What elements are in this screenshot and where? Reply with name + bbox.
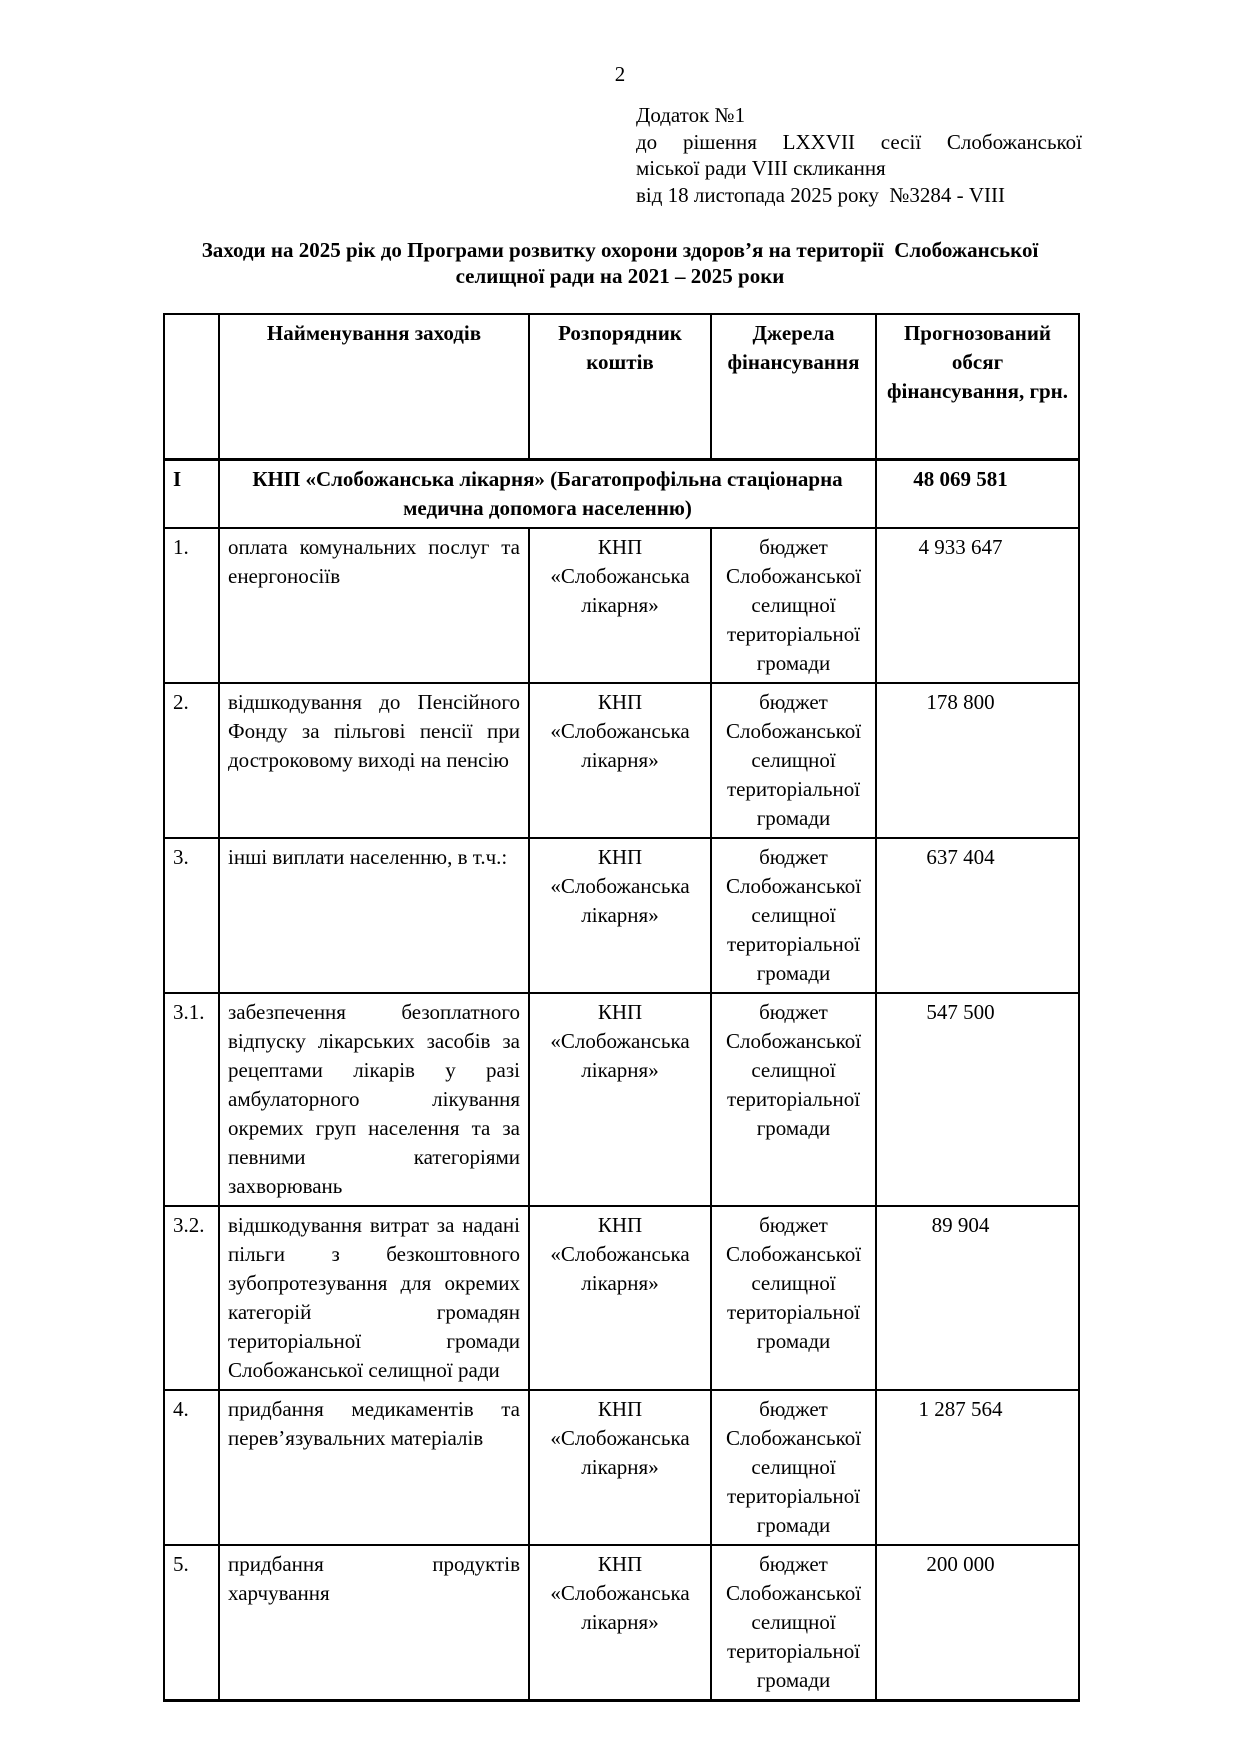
table-row: [164, 1206, 1079, 1390]
amount-cell: 637 404: [876, 838, 1079, 993]
col-name-header: Найменування заходів: [219, 314, 529, 459]
amount-cell: 200 000: [876, 1545, 1079, 1701]
amount-cell: 178 800: [876, 683, 1079, 838]
funding-source-cell: бюджет Слобожанської селищної територіальної громади: [711, 528, 876, 683]
manager-cell: КНП «Слобожанська лікарня»: [529, 528, 711, 683]
page-number: 2: [614, 62, 626, 86]
table-row: [164, 838, 1079, 993]
annex-line: Додаток №1: [636, 103, 746, 127]
table-row: [164, 993, 1079, 1206]
amount-cell: 547 500: [876, 993, 1079, 1206]
annex-line: міської ради VIII скликання: [636, 156, 886, 180]
row-number-cell: 3.: [164, 838, 219, 993]
row-number-cell: 1.: [164, 528, 219, 683]
title-line: селищної ради на 2021 – 2025 роки: [455, 264, 785, 288]
measure-name-cell: відшкодування до Пенсійного Фонду за пільгові пенсії при достроковому виході на пенсію: [219, 683, 529, 838]
measure-name-cell: відшкодування витрат за надані пільги з безкоштовного зубопротезування для окремих категорій громадян територіальної громади Слобожанської селищної ради: [219, 1206, 529, 1390]
measure-name-cell: придбання продуктів харчування: [219, 1545, 529, 1701]
funding-source-cell: бюджет Слобожанської селищної територіальної громади: [711, 1390, 876, 1545]
row-number-cell: 2.: [164, 683, 219, 838]
measure-name-cell: забезпечення безоплатного відпуску лікарських засобів за рецептами лікарів у разі амбулаторного лікування окремих груп населення та за певними категоріями захворювань: [219, 993, 529, 1206]
manager-cell: КНП «Слобожанська лікарня»: [529, 1390, 711, 1545]
measure-name-cell: інші виплати населенню, в т.ч.:: [219, 838, 529, 993]
annex-block: [636, 102, 1082, 208]
manager-cell: КНП «Слобожанська лікарня»: [529, 993, 711, 1206]
table-header-row: [164, 314, 1079, 459]
funding-source-cell: бюджет Слобожанської селищної територіальної громади: [711, 838, 876, 993]
section-number-cell: I: [164, 459, 219, 528]
col-amount-header: Прогнозований обсяг фінансування, грн.: [876, 314, 1079, 459]
manager-cell: КНП «Слобожанська лікарня»: [529, 1206, 711, 1390]
col-source-header: Джерела фінансування: [711, 314, 876, 459]
row-number-cell: 4.: [164, 1390, 219, 1545]
annex-line: від 18 листопада 2025 року №3284 - VIII: [636, 182, 1006, 207]
funding-source-cell: бюджет Слобожанської селищної територіальної громади: [711, 683, 876, 838]
manager-cell: КНП «Слобожанська лікарня»: [529, 838, 711, 993]
section-row: [164, 459, 1079, 528]
section-amount-cell: 48 069 581: [876, 459, 1079, 528]
measure-name-cell: оплата комунальних послуг та енергоносіїв: [219, 528, 529, 683]
table-row: [164, 1390, 1079, 1545]
annex-line: до рішення LXXVII сесії Слобожанської: [636, 129, 1082, 154]
row-number-cell: 5.: [164, 1545, 219, 1701]
manager-cell: КНП «Слобожанська лікарня»: [529, 1545, 711, 1701]
table-row: [164, 1545, 1079, 1701]
manager-cell: КНП «Слобожанська лікарня»: [529, 683, 711, 838]
funding-source-cell: бюджет Слобожанської селищної територіальної громади: [711, 1206, 876, 1390]
amount-cell: 4 933 647: [876, 528, 1079, 683]
table-row: [164, 683, 1079, 838]
row-number-cell: 3.2.: [164, 1206, 219, 1390]
funding-source-cell: бюджет Слобожанської селищної територіальної громади: [711, 993, 876, 1206]
funding-source-cell: бюджет Слобожанської селищної територіальної громади: [711, 1545, 876, 1701]
section-name-cell: КНП «Слобожанська лікарня» (Багатопрофільна стаціонарна медична допомога населенню): [219, 459, 876, 528]
measures-table: [163, 313, 1080, 1702]
col-manager-header: Розпорядник коштів: [529, 314, 711, 459]
title-line: Заходи на 2025 рік до Програми розвитку охорони здоров’я на території Слобожанської: [201, 238, 1039, 262]
col-number-header: [164, 314, 219, 459]
table-row: [164, 528, 1079, 683]
amount-cell: 1 287 564: [876, 1390, 1079, 1545]
row-number-cell: 3.1.: [164, 993, 219, 1206]
measure-name-cell: придбання медикаментів та перев’язувальних матеріалів: [219, 1390, 529, 1545]
amount-cell: 89 904: [876, 1206, 1079, 1390]
document-title: [160, 237, 1080, 289]
